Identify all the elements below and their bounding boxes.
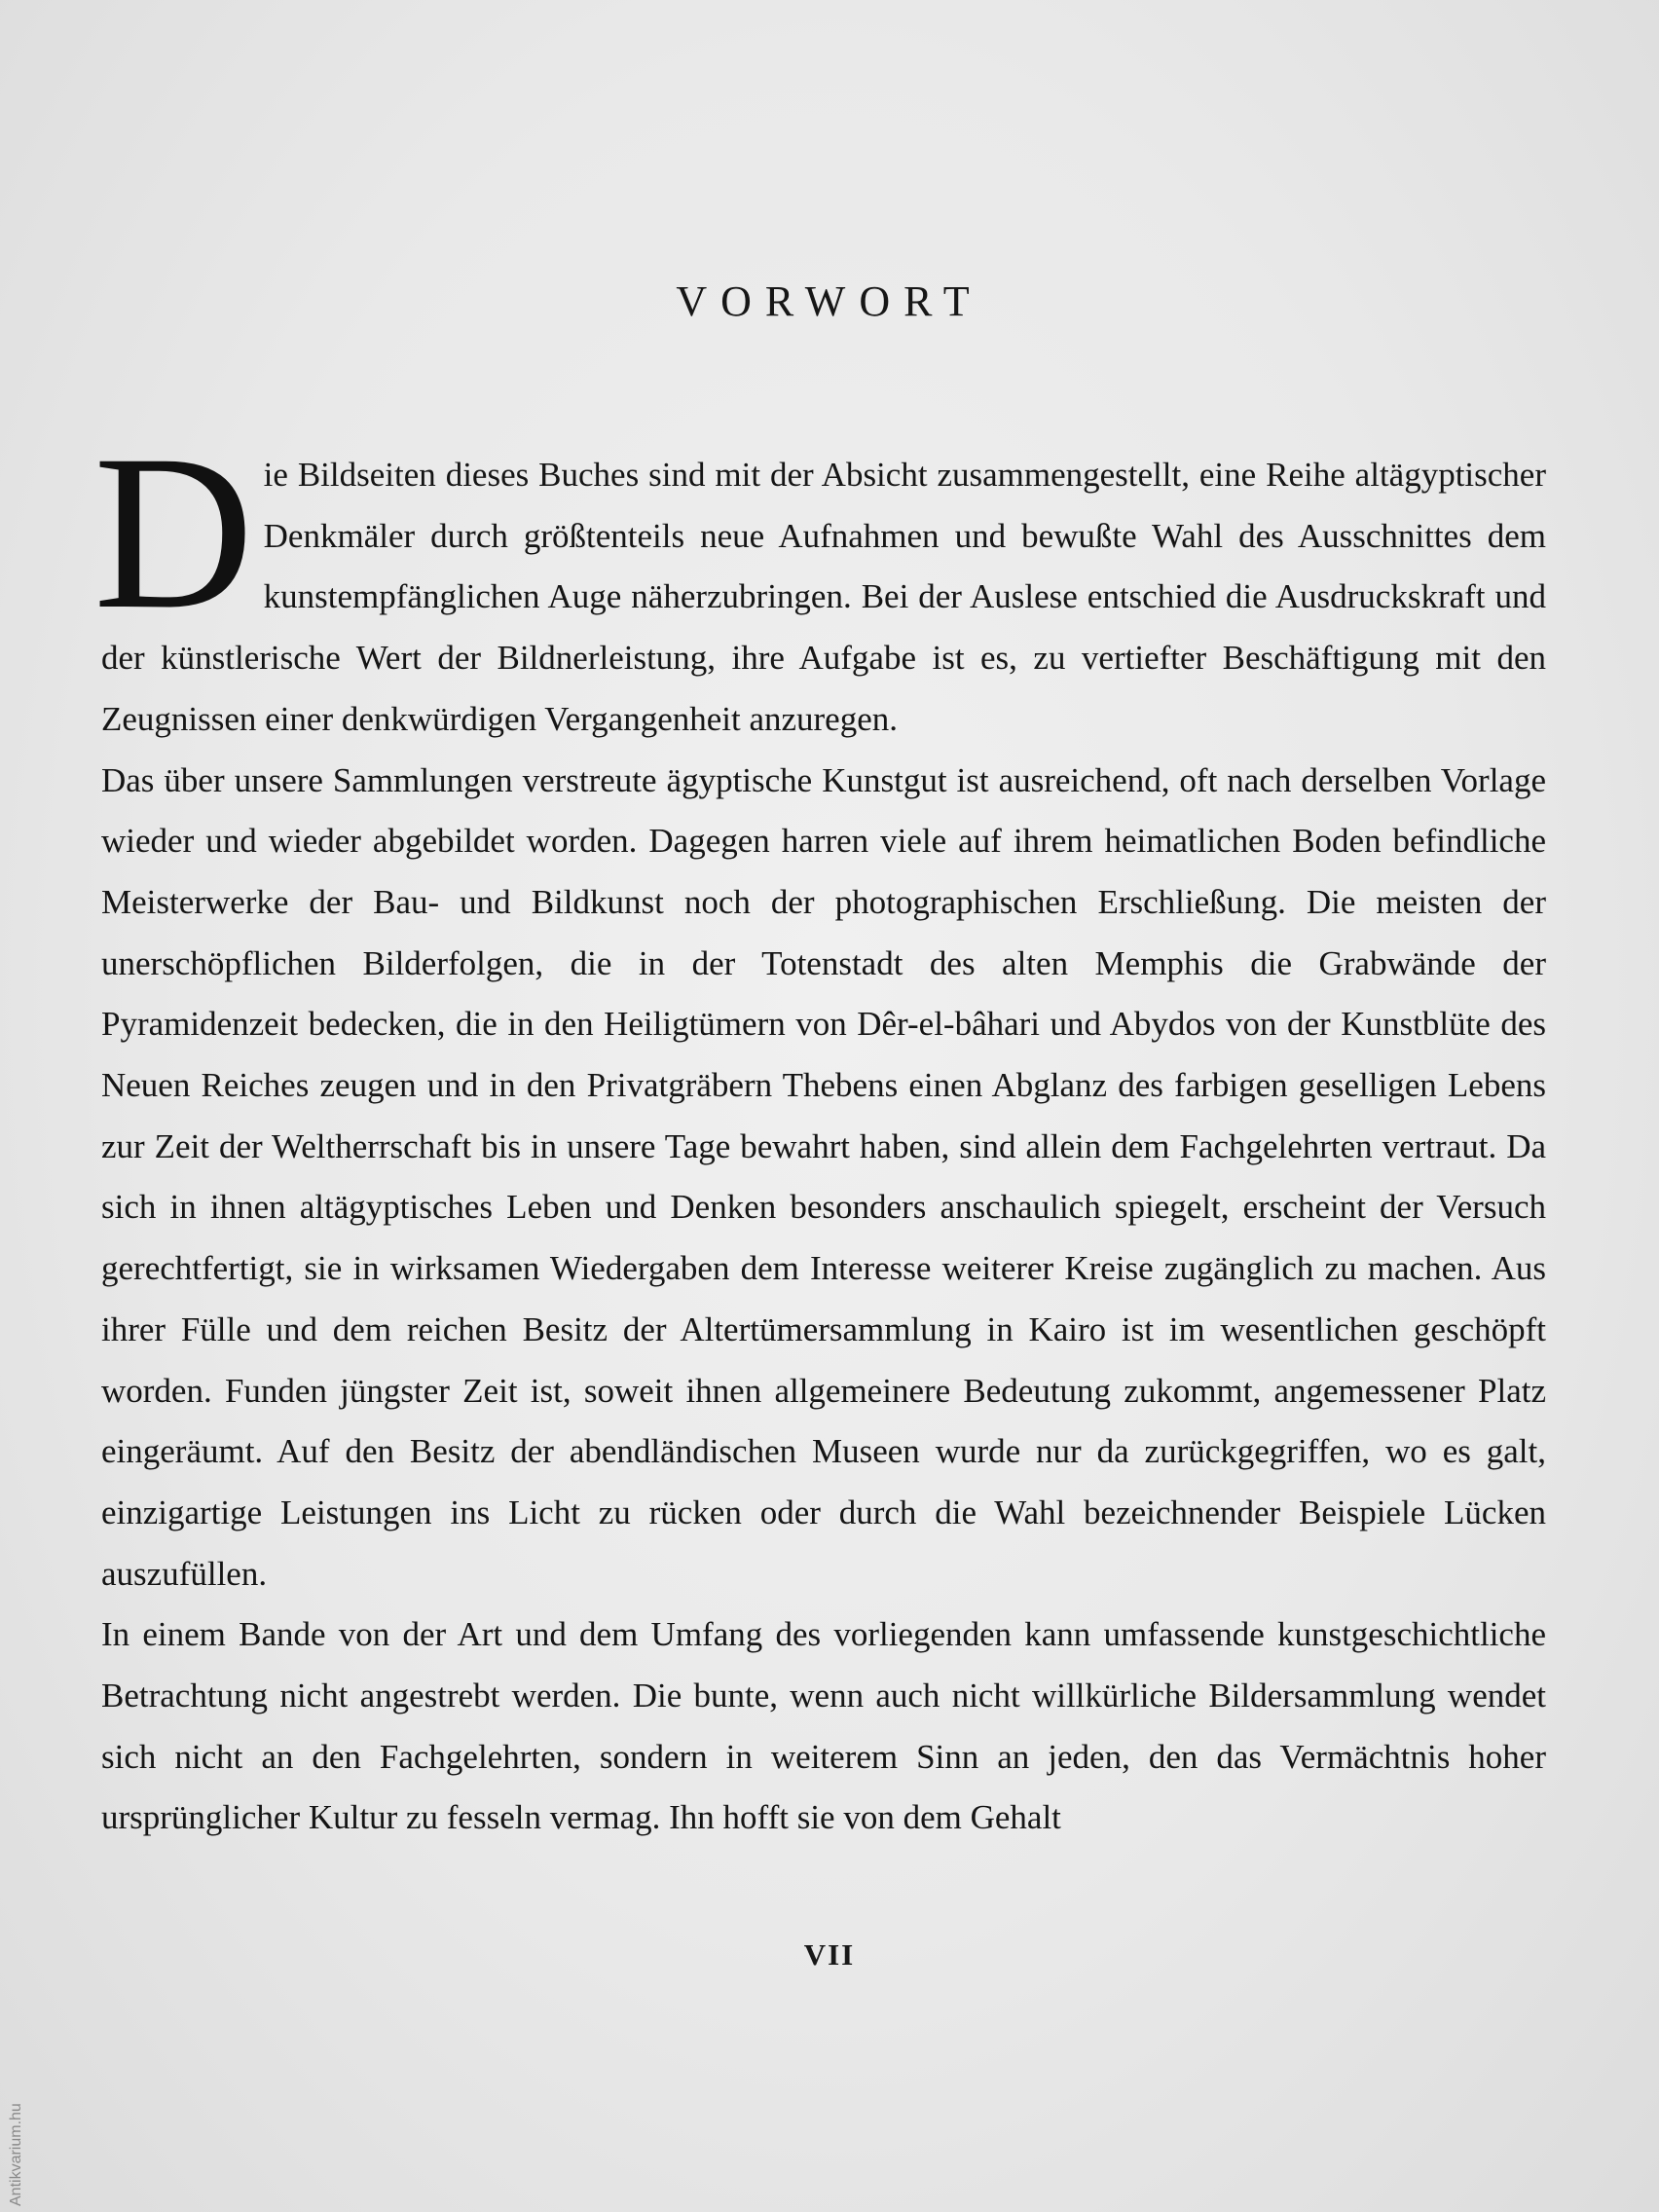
page-number: VII	[803, 1937, 856, 1972]
page-title: VORWORT	[676, 277, 983, 325]
paragraph-2: Das über unsere Sammlungen verstreute ägyptische Kunstgut ist ausreichend, oft nach derselben Vorlage wieder und wieder abgebildet worden. Dagegen harren viele auf ihrem heimatlichen Boden befindliche Meisterwerke der Bau- und Bildkunst noch der photographischen Erschließung. Die meisten der unerschöpflichen Bilderfolgen, die in der Totenstadt des alten Memphis die Grabwände der Pyramidenzeit bedecken, die in den Heiligtümern von Dêr-el-bâhari und Abydos von der Kunstblüte des Neuen Reiches zeugen und in den Privatgräbern Thebens einen Abglanz des farbigen geselligen Lebens zur Zeit der Weltherrschaft bis in unsere Tage bewahrt haben, sind allein dem Fachgelehrten vertraut. Da sich in ihnen altägyptisches Leben und Denken besonders anschaulich spiegelt, erscheint der Versuch gerechtfertigt, sie in wirksamen Wiedergaben dem Interesse weiterer Kreise zugänglich zu machen. Aus ihrer Fülle und dem reichen Besitz der Altertümersammlung in Kairo ist im wesentlichen geschöpft worden. Funden jüngster Zeit ist, soweit ihnen allgemeinere Bedeutung zukommt, angemessener Platz eingeräumt. Auf den Besitz der abendländischen Museen wurde nur da zurückgegriffen, wo es galt, einzigartige Leistungen ins Licht zu rücken oder durch die Wahl bezeichnender Beispiele Lücken auszufüllen.	[101, 760, 1546, 1593]
preface-text	[93, 410, 1546, 1849]
paragraph-1-text: ie Bildseiten dieses Buches sind mit der Absicht zusammengestellt, eine Reihe altägyptischer Denkmäler durch größtenteils neue Aufnahmen und bewußte Wahl des Ausschnittes dem kunstempfänglichen Auge näherzubringen. Bei der Auslese entschied die Ausdruckskraft und der künstlerische Wert der Bildnerleistung, ihre Aufgabe ist es, zu vertiefter Beschäftigung mit den Zeugnissen einer denkwürdigen Vergangenheit anzuregen.	[101, 456, 1546, 738]
watermark-strip	[0, 0, 53, 2212]
paragraph-1	[93, 410, 1546, 751]
watermark-text: Antikvarium.hu	[8, 2103, 24, 2206]
drop-cap-initial: D	[93, 410, 254, 655]
paragraph-3: In einem Bande von der Art und dem Umfang des vorliegenden kann umfassende kunstgeschichtliche Betrachtung nicht angestrebt werden. Die bunte, wenn auch nicht willkürliche Bildersammlung wendet sich nicht an den Fachgelehrten, sondern in weiterem Sinn an jeden, den das Vermächtnis hoher ursprünglicher Kultur zu fesseln vermag. Ihn hofft sie von dem Gehalt	[101, 1615, 1546, 1837]
